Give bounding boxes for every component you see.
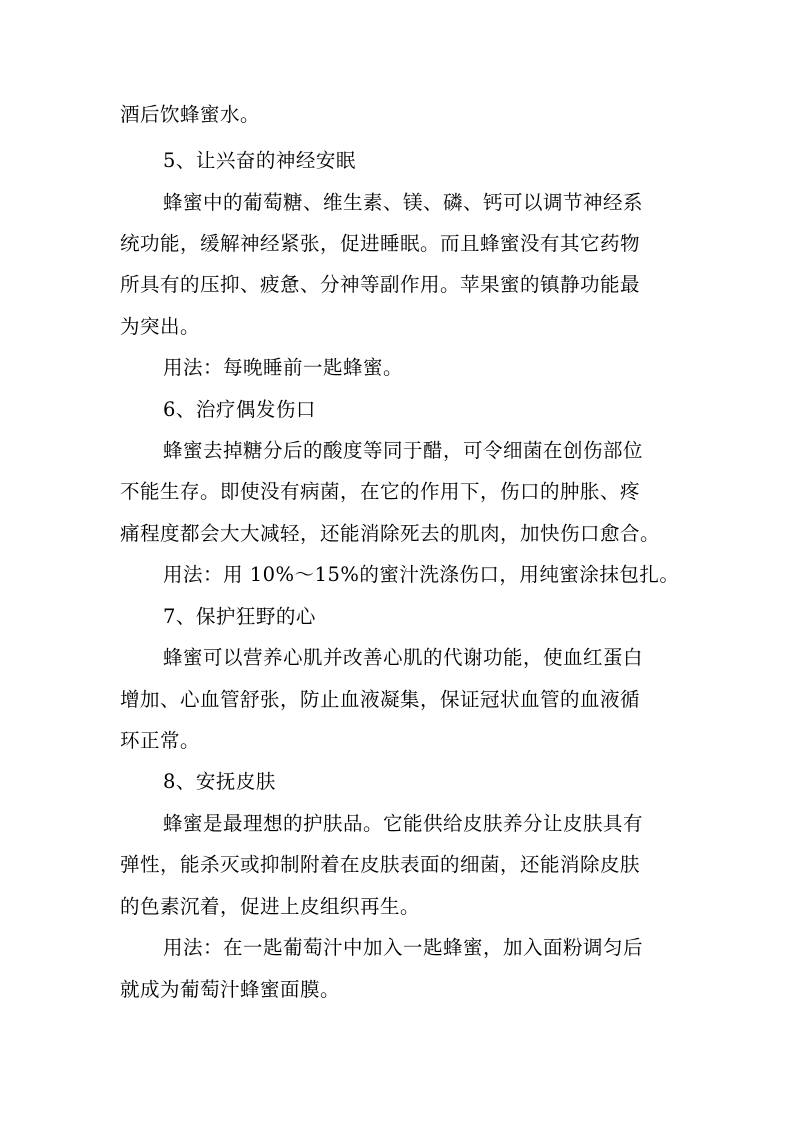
paragraph-line: 蜂蜜可以营养心肌并改善心肌的代谢功能，使血红蛋白 [163, 646, 644, 669]
paragraph-line: 统功能，缓解神经紧张，促进睡眠。而且蜂蜜没有其它药物 [120, 232, 641, 255]
paragraph-line: 增加、心血管舒张，防止血液凝集，保证冠状血管的血液循 [120, 688, 641, 711]
section-heading: 7、保护狂野的心 [163, 605, 316, 628]
paragraph-line: 环正常。 [120, 729, 201, 752]
section-heading: 5、让兴奋的神经安眠 [163, 149, 356, 172]
usage-line: 用法：用 10%～15%的蜜汁洗涤伤口，用纯蜜涂抹包扎。 [163, 563, 680, 586]
section-heading: 8、安抚皮肤 [163, 770, 276, 793]
paragraph-line: 的色素沉着，促进上皮组织再生。 [120, 895, 421, 918]
paragraph-line: 酒后饮蜂蜜水。 [120, 103, 261, 126]
usage-line: 用法：在一匙葡萄汁中加入一匙蜂蜜，加入面粉调匀后 [163, 936, 644, 959]
usage-line: 用法：每晚睡前一匙蜂蜜。 [163, 356, 404, 379]
paragraph-line: 蜂蜜是最理想的护肤品。它能供给皮肤养分让皮肤具有 [163, 812, 644, 835]
paragraph-line: 蜂蜜去掉糖分后的酸度等同于醋，可令细菌在创伤部位 [163, 439, 644, 462]
paragraph-line: 所具有的压抑、疲惫、分神等副作用。苹果蜜的镇静功能最 [120, 273, 641, 296]
paragraph-line: 为突出。 [120, 315, 201, 338]
paragraph-line: 就成为葡萄汁蜂蜜面膜。 [120, 978, 341, 1001]
paragraph-line: 蜂蜜中的葡萄糖、维生素、镁、磷、钙可以调节神经系 [163, 191, 644, 214]
paragraph-line: 弹性，能杀灭或抑制附着在皮肤表面的细菌，还能消除皮肤 [120, 853, 641, 876]
section-heading: 6、治疗偶发伤口 [163, 398, 316, 421]
paragraph-line: 不能生存。即使没有病菌，在它的作用下，伤口的肿胀、疼 [120, 480, 641, 503]
paragraph-line: 痛程度都会大大减轻，还能消除死去的肌肉，加快伤口愈合。 [120, 522, 661, 545]
